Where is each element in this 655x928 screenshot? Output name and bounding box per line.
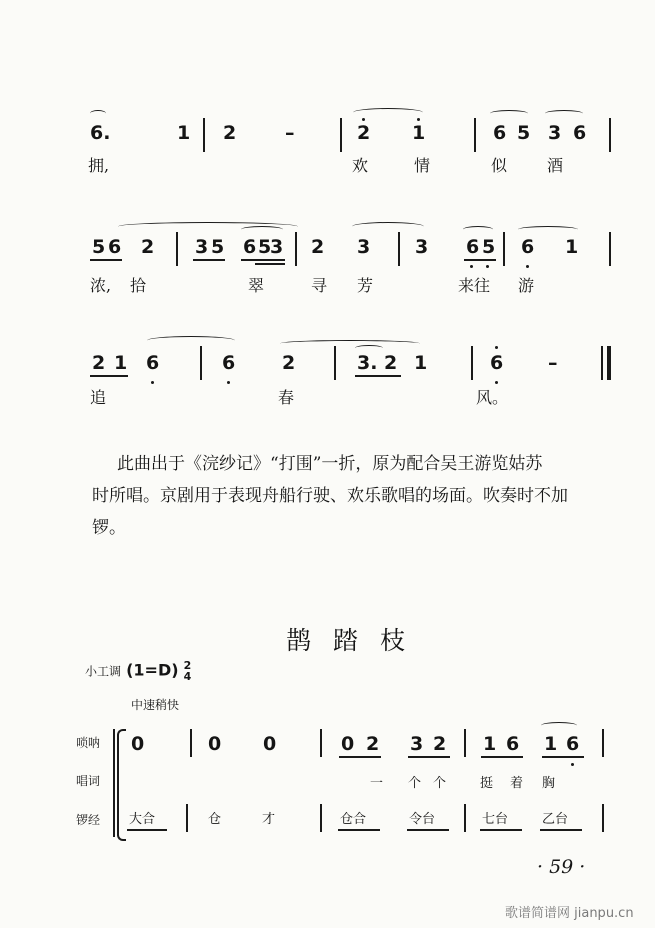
lyric: 个 [433,776,447,791]
note: 5 [258,236,272,258]
lyric: 着 [510,776,524,791]
lyric: 翠 [248,276,265,295]
lyric: 似 [491,156,508,175]
note: 3 [195,236,209,258]
note: 3 [270,236,284,258]
lyric: 酒 [547,156,564,175]
note: 2 [311,236,325,258]
note: 1 [114,352,128,374]
key-signature: 小工调 (1=D) 2 4 [85,659,192,683]
note: 5 [211,236,225,258]
gong-syllable: 才 [262,812,276,827]
tempo-marking: 中速稍快 [131,698,180,712]
part-label-lyrics: 唱词 [76,774,101,788]
note: 2 [366,733,380,755]
note: 6 [490,352,504,374]
note: 1 [544,733,558,755]
note: 1 [414,352,428,374]
note: 6 [222,352,236,374]
lyric: 个 [408,776,422,791]
lyric: 一 [370,776,384,791]
note: 2 [141,236,155,258]
lyric: 拾 [130,276,147,295]
note: 6 [573,122,587,144]
lyric: 浓, [90,276,112,295]
gong-syllable: 七台 [482,812,509,827]
lyric: 寻 [311,276,328,295]
gong-syllable: 乙台 [542,812,569,827]
note: 3 [415,236,429,258]
note: 3 [357,236,371,258]
note: 2 [92,352,106,374]
note: 6 [466,236,480,258]
note: 5 [482,236,496,258]
note: 6 [243,236,257,258]
note: 6 [108,236,122,258]
note: 0 [341,733,355,755]
note: 2 [433,733,447,755]
note: 6. [90,122,111,144]
note: 6 [566,733,580,755]
note: 1 [565,236,579,258]
gong-syllable: 令台 [409,812,436,827]
note: 1 [412,122,426,144]
note: 0 [131,733,145,755]
lyric: 挺 [480,776,494,791]
note: 2 [357,122,371,144]
note: 2 [384,352,398,374]
lyric: 欢 [352,156,369,175]
note: 5 [92,236,106,258]
part-label-suona: 唢呐 [76,736,101,750]
lyric: 风。 [476,388,509,407]
gong-syllable: 仓 [208,812,222,827]
part-label-gong: 锣经 [76,813,101,827]
lyric: 来往 [458,276,491,295]
note: 5 [517,122,531,144]
note: 3. [357,352,378,374]
description-paragraph: 此曲出于《浣纱记》“打围”一折，原为配合吴王游览姑苏 时所唱。京剧用于表现舟船行驶、欢乐歌唱的场面。吹奏时不加 锣。 [92,454,568,538]
gong-syllable: 大合 [129,812,156,827]
lyric: 春 [278,388,295,407]
note: 6 [506,733,520,755]
lyric: 胸 [542,776,556,791]
gong-syllable: 仓合 [340,812,367,827]
lyric: 游 [518,276,535,295]
piece-title: 鹊踏枝 [286,626,428,655]
lyric: 拥, [88,156,110,175]
note: 1 [177,122,191,144]
note: – [548,352,558,374]
note: – [285,122,295,144]
note: 0 [263,733,277,755]
note: 1 [483,733,497,755]
note: 0 [208,733,222,755]
watermark: 歌谱简谱网 jianpu.cn [505,906,634,921]
lyric: 情 [414,156,431,175]
note: 2 [282,352,296,374]
note: 2 [223,122,237,144]
lyric: 芳 [357,276,374,295]
page-number: · 59 · [537,856,586,878]
note: 3 [548,122,562,144]
lyric: 追 [90,388,107,407]
note: 3 [410,733,424,755]
note: 6 [493,122,507,144]
note: 6 [521,236,535,258]
note: 6 [146,352,160,374]
